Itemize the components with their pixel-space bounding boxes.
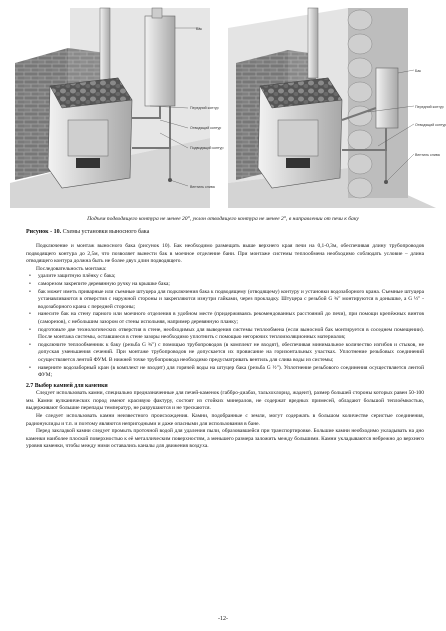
- list-item: • удалите защитную плёнку с бака;: [34, 273, 424, 281]
- body-text: [26, 243, 424, 451]
- sequence-title: Последовательность монтажа:: [36, 265, 107, 272]
- stones-paragraph-1: Следует использовать камни, специально предназначенные для печей-каменок (габбро-диабаз, тальхохлорид, жадеит), размер большей стороны которых равен 50-100 мм. Камни вулканических пород имеют красивую фактуру, состоят из стойких минералов, не содержат вредных примесей, обладают большой теплоёмкостью, выдерживают большие перепады температур, не разрушаются и не трескаются.: [26, 390, 424, 412]
- left-label-front-circuit: Передний контур: [190, 106, 219, 110]
- list-item: • бак может иметь приварные или съемные штуцера для подключения бака к подводящему (отводящему) контуру и установки водозаборного крана. Съемные штуцера устанавливаются в отверстия с наружной стороны и закрепляются изнутри гайками, через прокладку. Штуцера с резьбой G ¾" монтируются в донышке, а G ½" - водозаборного крана с передней стороны;: [34, 289, 424, 312]
- left-label-drain-valve: Вентиль слива: [190, 185, 215, 189]
- intro-paragraph: Подключение и монтаж выносного бака (рисунок 10). Бак необходимо размещать выше верхнего края печи на 0,1-0,3м, обеспечивая длину трубопроводов подводящего контура до 2,5м, что позволяет вынести бак в моечное отделение бани. При монтаже системы теплообмена необходимо соблюдать условие – длина отводящего контура должна быть не более двух длин подводящего.: [26, 243, 424, 265]
- list-item: • подготовьте две технологических отверстия в стене, необходимых для выведения системы теплообмена (если выносной бак монтируется в соседнем помещении). После монтажа системы, оставшиеся в стене зазоры необходимо уплотнить с помощью негорючих теплоизоляционных материалов;: [34, 327, 424, 342]
- figure-caption: Подъем подводящего контура не менее 20°, уклон отводящего контура не менее 2°, в направлении от печи к баку: [87, 216, 359, 222]
- installation-steps: [26, 273, 424, 379]
- list-item: • нанесите бак на стену парного или моечного отделения в удобном месте (придерживаясь рекомендованных расстояний до печи), при помощи крепёжных винтов (саморезов), с небольшим зазором от стены испольняя, например деревянную планку;: [34, 311, 424, 326]
- figure-number: Рисунок - 10.: [26, 229, 62, 235]
- left-label-tank: Бак: [196, 27, 202, 31]
- chimney-pipe: [100, 8, 110, 80]
- page-number: -12-: [218, 616, 228, 622]
- figure-title: [26, 229, 149, 235]
- left-scheme: [10, 8, 223, 208]
- list-item: • наверните водозаборный кран (в комплект не входит) для горячей воды на штуцер бака (резьба G ½"). Уплотнение резьбового соединения осуществляется лентой ФУМ;: [34, 365, 424, 380]
- section-heading: 2.7 Выбор камней для каменки: [26, 382, 108, 389]
- list-item: • саморезом закрепите деревянную ручку на крышке бака;: [34, 281, 424, 289]
- right-label-outlet-circuit: Отводящий контур: [415, 123, 446, 127]
- stones-paragraph-2: Не следует использовать камни неизвестного происхождения. Камни, подобранные с земли, могут содержать в большом количестве серистые соединения, радионуклиды и т.п. и поэтому являются непригодными и даже опасными для использования в бане.: [26, 413, 424, 427]
- list-item: • подключите теплообменник к баку (резьба G ¾") с помощью трубопроводов (в комплект не входят), обеспечивая минимальное количество изгибов и стыков, не допуская уменьшения сечений. При монтаже трубопроводов не допускается их провисание на горизонтальных участках. Уплотнение резьбовых соединений осуществляется лентой ФУМ. В нижней точке трубопровода необходимо предусматривать вентиль для слива воды из системы;: [34, 342, 424, 365]
- installation-figure: [10, 8, 446, 208]
- right-label-tank: Бак: [415, 69, 421, 73]
- left-label-outlet-circuit: Отводящий контур: [190, 126, 222, 130]
- left-label-inlet-circuit: Подводящий контур: [190, 146, 224, 150]
- chimney-pipe: [308, 8, 318, 78]
- figure-title-text: Схемы установки выносного бака: [61, 229, 150, 235]
- water-tank: [145, 16, 175, 106]
- water-tank: [376, 68, 398, 128]
- stones-paragraph-3: Перед закладкой камни следует промыть проточной водой для удаления пыли, образовавшейся при транспортировке. Большие камни необходимо укладывать на дно каменки наиболее плоской поверхностью к её металлическим поверхностям, а меньшего размера заложить между большими. Камни укладываются небрежно до верхнего уровня каменки, чтобы между ними оставались каналы для движения воздуха.: [26, 428, 424, 450]
- right-label-drain-valve: Вентиль слива: [415, 153, 440, 157]
- right-label-front-circuit: Передний контур: [415, 105, 444, 109]
- right-scheme: [228, 8, 446, 208]
